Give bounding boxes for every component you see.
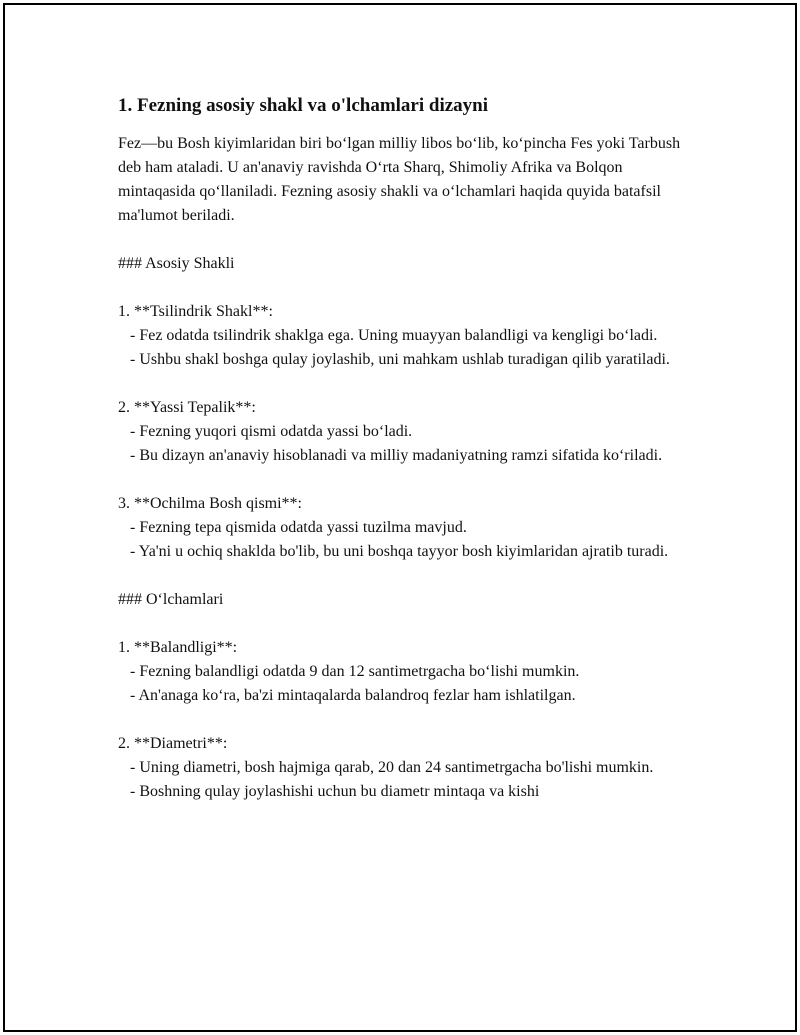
list-item-label: 1. **Tsilindrik Shakl**: bbox=[118, 303, 273, 320]
spacer bbox=[118, 468, 688, 492]
list-item-text: - Ya'ni u ochiq shaklda bo'lib, bu uni boshqa tayyor bosh kiyimlaridan ajratib turadi. bbox=[118, 543, 669, 560]
list-item-text: - An'anaga ko‘ra, ba'zi mintaqalarda balandroq fezlar ham ishlatilgan. bbox=[118, 687, 576, 704]
list-item-label: 3. **Ochilma Bosh qismi**: bbox=[118, 495, 302, 512]
list-item-text: - Fezning yuqori qismi odatda yassi bo‘ladi. bbox=[118, 423, 413, 440]
list-item-text: - Bu dizayn an'anaviy hisoblanadi va milliy madaniyatning ramzi sifatida ko‘riladi. bbox=[118, 447, 663, 464]
list-item-text: - Ushbu shakl boshga qulay joylashib, uni mahkam ushlab turadigan qilib yaratiladi. bbox=[118, 351, 670, 368]
list-item-text: - Boshning qulay joylashishi uchun bu diametr mintaqa va kishi bbox=[118, 783, 540, 800]
spacer bbox=[118, 372, 688, 396]
list-item-text: - Fezning tepa qismida odatda yassi tuzilma mavjud. bbox=[118, 519, 467, 536]
section-heading-dimensions: ### O‘lchamlari bbox=[118, 591, 224, 608]
spacer bbox=[118, 276, 688, 300]
list-item-label: 2. **Diametri**: bbox=[118, 735, 228, 752]
spacer bbox=[118, 564, 688, 588]
list-item-label: 1. **Balandligi**: bbox=[118, 639, 238, 656]
list-item-label: 2. **Yassi Tepalik**: bbox=[118, 399, 256, 416]
list-item-text: - Fezning balandligi odatda 9 dan 12 santimetrgacha bo‘lishi mumkin. bbox=[118, 663, 580, 680]
document-body bbox=[118, 94, 688, 804]
spacer bbox=[118, 612, 688, 636]
list-item-text: - Fez odatda tsilindrik shaklga ega. Uning muayyan balandligi va kengligi bo‘ladi. bbox=[118, 327, 658, 344]
list-item-text: - Uning diametri, bosh hajmiga qarab, 20 dan 24 santimetrgacha bo'lishi mumkin. bbox=[118, 759, 654, 776]
spacer bbox=[118, 708, 688, 732]
section-heading-shape: ### Asosiy Shakli bbox=[118, 255, 235, 272]
document-title: 1. Fezning asosiy shakl va o'lchamlari dizayni bbox=[118, 95, 489, 116]
spacer bbox=[118, 228, 688, 252]
intro-paragraph: Fez—bu Bosh kiyimlaridan biri bo‘lgan milliy libos bo‘lib, ko‘pincha Fes yoki Tarbush deb ham ataladi. U an'anaviy ravishda O‘rta Sharq, Shimoliy Afrika va Bolqon mintaqasida qo‘llaniladi. Fezning asosiy shakli va o‘lchamlari haqida quyida batafsil ma'lumot beriladi. bbox=[118, 135, 685, 224]
